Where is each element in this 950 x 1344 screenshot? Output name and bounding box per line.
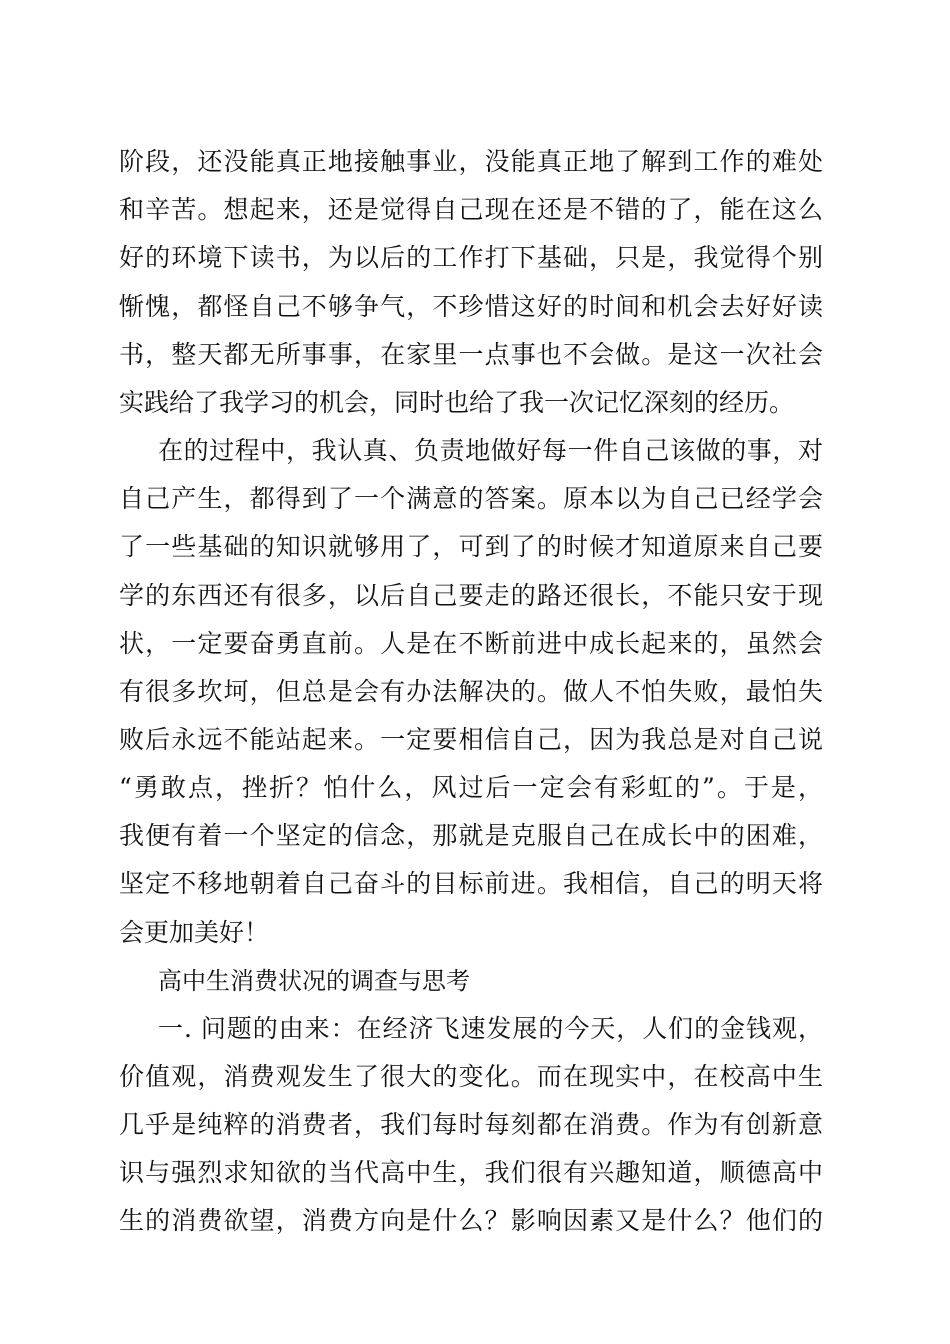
paragraph-3-line-4: 识与强烈求知欲的当代高中生，我们很有兴趣知道，顺德高中 bbox=[119, 1158, 823, 1187]
paragraph-2-line-7: 败后永远不能站起来。一定要相信自己，因为我总是对自己说 bbox=[119, 725, 823, 754]
paragraph-2-line-1: 在的过程中，我认真、负责地做好每一件自己该做的事，对 bbox=[158, 436, 823, 465]
paragraph-2-line-9: 我便有着一个坚定的信念，那就是克服自己在成长中的困难， bbox=[119, 821, 823, 850]
paragraph-2-line-8: “勇敢点，挫折？怕什么，风过后一定会有彩虹的”。于是， bbox=[119, 773, 823, 802]
paragraph-3-line-5: 生的消费欲望，消费方向是什么？影响因素又是什么？他们的 bbox=[119, 1206, 823, 1235]
paragraph-2-line-11: 会更加美好！ bbox=[119, 918, 270, 947]
paragraph-2-line-5: 状，一定要奋勇直前。人是在不断前进中成长起来的，虽然会 bbox=[119, 629, 823, 658]
paragraph-1-line-6: 实践给了我学习的机会，同时也给了我一次记忆深刻的经历。 bbox=[119, 388, 795, 417]
paragraph-1-line-1: 阶段，还没能真正地接触事业，没能真正地了解到工作的难处 bbox=[119, 147, 823, 176]
paragraph-1-line-4: 惭愧，都怪自己不够争气，不珍惜这好的时间和机会去好好读 bbox=[119, 292, 823, 321]
paragraph-3-line-1: 一. 问题的由来：在经济飞速发展的今天，人们的金钱观， bbox=[158, 1014, 823, 1043]
paragraph-2-line-6: 有很多坎坷，但总是会有办法解决的。做人不怕失败，最怕失 bbox=[119, 677, 823, 706]
paragraph-2-line-10: 坚定不移地朝着自己奋斗的目标前进。我相信，自己的明天将 bbox=[119, 869, 823, 898]
paragraph-1-line-5: 书，整天都无所事事，在家里一点事也不会做。是这一次社会 bbox=[119, 340, 823, 369]
paragraph-3-line-3: 几乎是纯粹的消费者，我们每时每刻都在消费。作为有创新意 bbox=[119, 1110, 823, 1139]
paragraph-2-line-2: 自己产生，都得到了一个满意的答案。原本以为自己已经学会 bbox=[119, 484, 823, 513]
paragraph-1-line-3: 好的环境下读书，为以后的工作打下基础，只是，我觉得个别 bbox=[119, 243, 823, 272]
paragraph-2-line-3: 了一些基础的知识就够用了，可到了的时候才知道原来自己要 bbox=[119, 532, 823, 561]
paragraph-2-line-4: 学的东西还有很多，以后自己要走的路还很长，不能只安于现 bbox=[119, 581, 823, 610]
paragraph-1-line-2: 和辛苦。想起来，还是觉得自己现在还是不错的了，能在这么 bbox=[119, 195, 823, 224]
paragraph-3-line-2: 价值观，消费观发生了很大的变化。而在现实中，在校高中生 bbox=[119, 1062, 823, 1091]
section-heading: 高中生消费状况的调查与思考 bbox=[158, 967, 470, 995]
